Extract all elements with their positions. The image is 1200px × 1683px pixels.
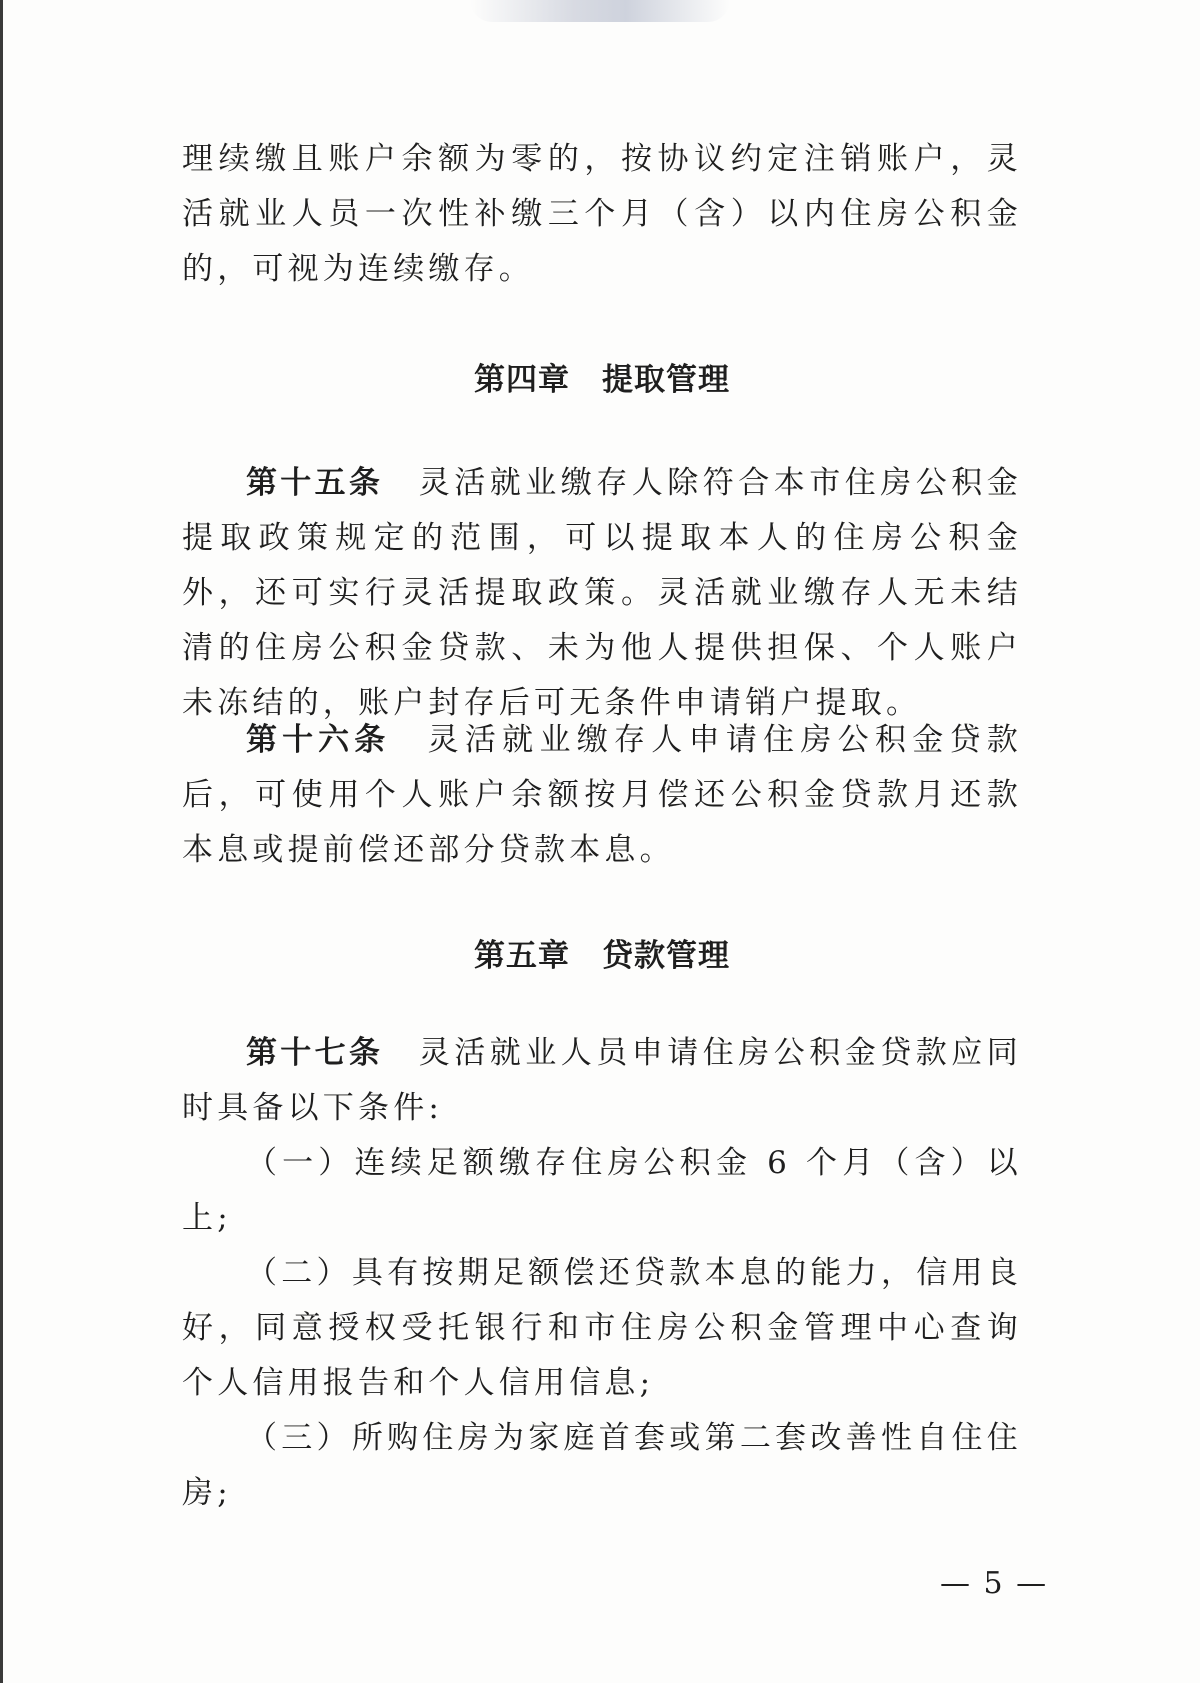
article-16-paragraph [182, 713, 1022, 878]
article-17-item: （二）具有按期足额偿还贷款本息的能力，信用良好，同意授权受托银行和市住房公积金管理中心查询个人信用报告和个人信用信息; [182, 1255, 1022, 1401]
article-17-block [182, 1026, 1022, 1521]
chapter-5-title: 第五章 贷款管理 [474, 938, 730, 974]
continuation-paragraph: 理续缴且账户余额为零的，按协议约定注销账户，灵活就业人员一次性补缴三个月（含）以内住房公积金的，可视为连续缴存。 [182, 141, 1022, 287]
article-17-item: （三）所购住房为家庭首套或第二套改善性自住住房; [182, 1420, 1022, 1511]
article-15-label: 第十五条 [246, 465, 384, 501]
article-17-label: 第十七条 [246, 1035, 384, 1071]
article-17-paragraph [182, 1026, 1022, 1136]
scan-smudge [470, 0, 730, 22]
article-16-block [182, 713, 1022, 878]
article-16-text: 灵活就业缴存人申请住房公积金贷款后，可使用个人账户余额按月偿还公积金贷款月还款本息或提前偿还部分贷款本息。 [182, 722, 1023, 868]
article-15-paragraph [182, 456, 1022, 731]
continuation-block [182, 132, 1022, 297]
article-15-text: 灵活就业缴存人除符合本市住房公积金提取政策规定的范围，可以提取本人的住房公积金外，还可实行灵活提取政策。灵活就业缴存人无未结清的住房公积金贷款、未为他人提供担保、个人账户未冻结的，账户封存后可无条件申请销户提取。 [182, 465, 1022, 721]
article-15-block [182, 456, 1022, 731]
page-number: — 5 — [940, 1566, 1049, 1601]
article-17-text: 灵活就业人员申请住房公积金贷款应同时具备以下条件: [182, 1035, 1022, 1126]
chapter-5-heading-block [182, 930, 1022, 975]
article-16-label: 第十六条 [246, 722, 391, 758]
article-17-item: （一）连续足额缴存住房公积金 6 个月（含）以上; [182, 1145, 1022, 1236]
chapter-4-title: 第四章 提取管理 [474, 362, 730, 398]
scan-left-edge [0, 0, 3, 1683]
chapter-4-heading-block [182, 354, 1022, 399]
